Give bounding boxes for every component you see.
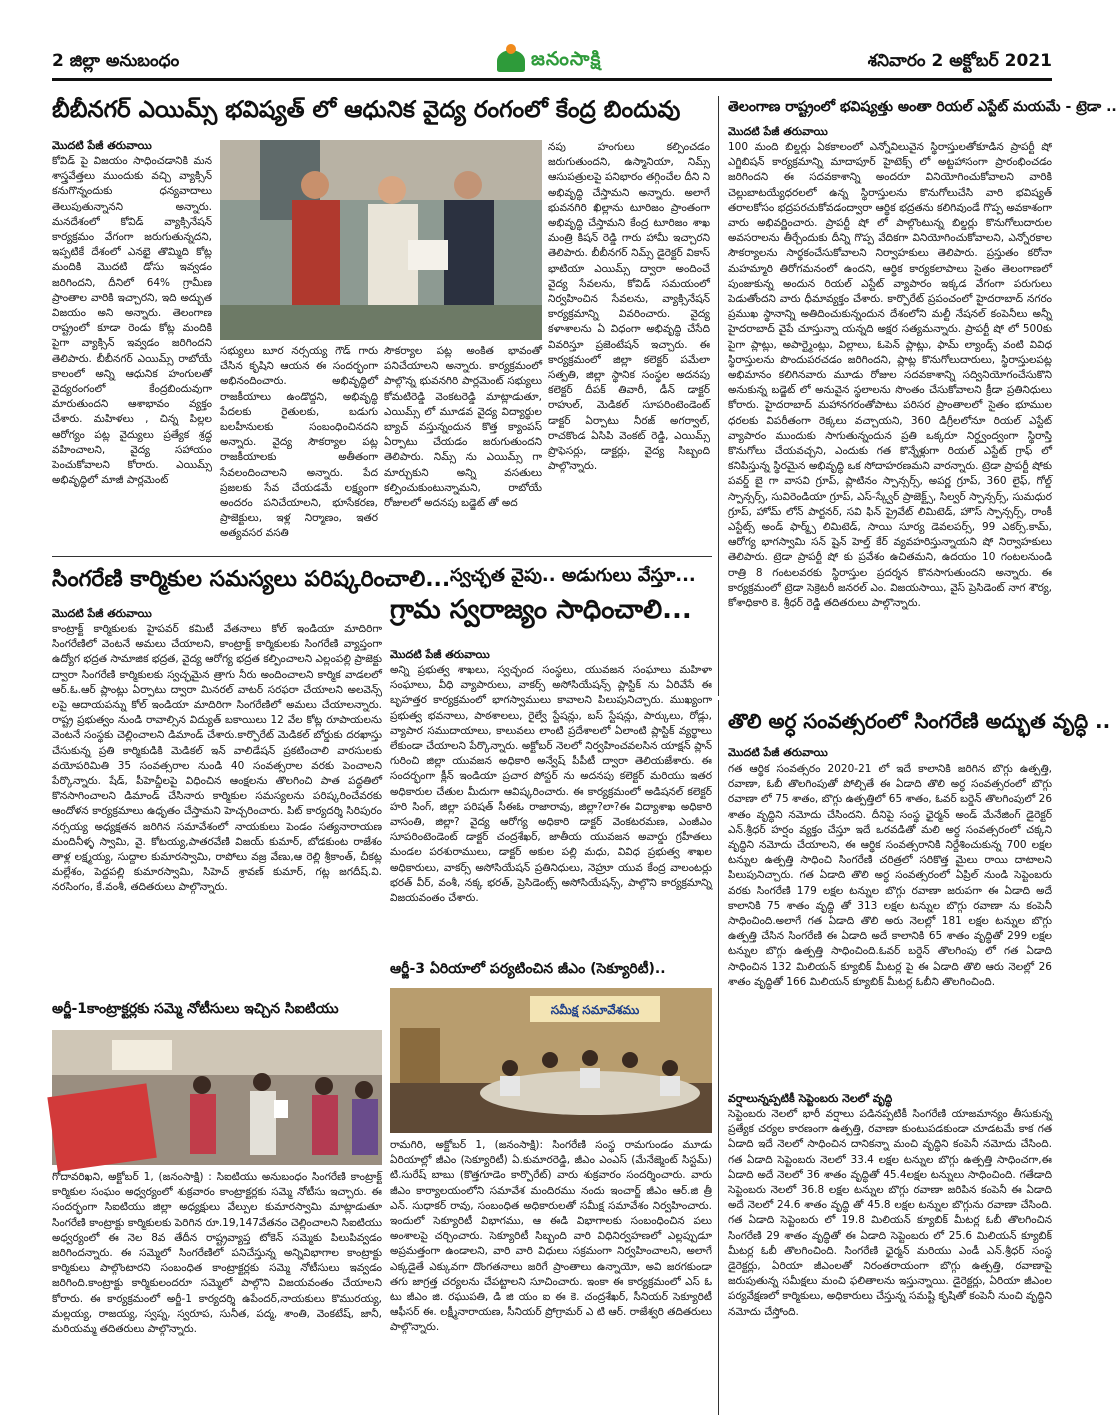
story-citu-caption: గోదావరిఖని, అక్టోబర్ 1, (జనంసాక్షి) : సిఐటియు అనుబంధం సింగరేణి కాంట్రాక్ట్ కార్మికుల సంఘం అధ్వర్యంలో శుక్రవారం కాంట్రాక్టర్లకు సమ్మె నోటీసు ఇచ్చారు. ఈ సందర్భంగా సిఐటియు జిల్లా అధ్యక్షులు వేల్పుల కుమారస్వామి మాట్లాడుతూ సింగరేణి కాంట్రాక్టు కార్మికులకు పెరిగిన రూ.19,147వేతనం చెల్లించాలని సిఐటియు అధ్వర్యంలో ఈ నెల 8వ తేదీన రాష్ట్రవ్యాప్త టోకెన్ సమ్మెకు పిలుపివ్వడం జరిగిందన్నారు. ఈ సమ్మెలో సింగరేణిలో పనిచేస్తున్న అన్నివిభాగాల కాంట్రాక్టు కార్మికులు పాల్గొంటారని సంబంధిత కాంట్రాక్టర్లకు సమ్మె నోటీసులు ఇవ్వడం జరిగింది.కాంట్రాక్టు కార్మికులందరూ సమ్మెలో పాల్గొని విజయవంతం చేయాలని కోరారు. ఈ కార్యక్రమంలో అర్జీ-1 కార్యదర్శి ఉపేందర్,నాయకులు కొమురయ్య, మల్లయ్య, రాజయ్య, స్వప్న, స్వరూప, సునీత, పద్మ, శాంతి, వెంకటేష్, జానీ, మరియమ్మ తదితరులు పాల్గొన్నారు. — [52, 1171, 382, 1336]
story-swachhata-headline: గ్రామ స్వరాజ్యం సాధించాలి... — [390, 595, 692, 625]
citu-photo — [52, 1030, 382, 1165]
story-treda-body: 100 మంది బిల్డర్లు ఏకకాలంలో ఎన్నోవిలువైన స్థిరాస్తులతోకూడిన ప్రాపర్టీ షో ఎగ్జిబిషన్ కార్యక్రమాన్ని మాదాపూర్ హైటెక్స్ లో అట్టహాసంగా ప్రారంభించడం జరిగిందని ఈ సదవకాశాన్ని అందరూ వినియోగించుకోవాలని వారికి చెల్లుబాటయ్యేధరలలో ఉన్న స్థిరాస్తులను కొనుగోలుచేసి వారి భవిష్యత్ తరాలకోసం భద్రపరచుకోవడంద్వారా ఆర్థిక భద్రతను కలిగివుండే గొప్ప అవకాశంగా వారు అభివర్ణించారు. ప్రాపర్టీ షో లో పాల్గొంటున్న బిల్డర్లు కొనుగోలుదారుల అవసరాలను తీర్చేందుకు దీన్ని గొప్ప వేదికగా వినియోగించుకోవాలని, ఎన్నోరకాల సౌకర్యాలను సార్థకంచేసుకోవాలని నిర్వాహకులు తెలిపారు. ప్రస్తుతం కరోనా మహమ్మారి తిరోగమనంలో ఉందని, ఆర్థిక కార్యకలాపాలు సైతం తెలంగాణలో పుంజుకున్న అందున రియల్ ఎస్టేట్ వ్యాపారం ఇక్కడ వేగంగా పరుగులు పెడుతోందని వారు ధీమావ్యక్తం చేశారు. కార్పొరేట్ ప్రపంచంలో హైదరాబాద్ నగరం ప్రముఖ స్థానాన్ని అతిదించుకున్నందున దేశంలోని మల్టీ నేషనల్ కంపెనీలు అన్నీ హైదరాబాద్ వైపే చూస్తున్నా యన్నది అక్షర సత్యమన్నారు. ప్రాపర్టీ షో లో 500కు పైగా ప్లాట్లు, అపార్ట్మెంట్లు, విల్లాలు, ఓపెన్ ప్లాట్లు, ఫామ్ ల్యాండ్స్ వంటి వివిధ స్థిరాస్తులను పొందుపరచడం జరిగిందని, ప్లాట్ల కొనుగోలుదారులు, స్థిరాస్తులపట్ల అభిమానం కలిగినవారు మూడు రోజుల సదవకాశాన్ని సద్వినియోగంచేసుకొని అనుకున్న బడ్జెట్ లో అనువైన స్థలాలను సొంతం చేసుకోవాలని క్రీడా ప్రతినిధులు కోరారు. హైదరాబాద్ మహానగరంతోపాటు పరిసర ప్రాంతాలలో సైతం భూముల ధరలకు విపరీతంగా రెక్కలు వచ్చాయని, 360 డిగ్రీలలోనూ రియల్ ఎస్టేట్ వ్యాపారం ముందుకు సాగుతున్నందున ప్రతి ఒక్కరూ నిర్ధ్వంద్వంగా స్థిరాస్తి కొనుగోలు చేయవచ్చని, ఎందుకు గత కొన్నేళ్లుగా రియల్ ఎస్టేట్ గ్రాఫ్ లో కనిపిస్తున్న స్థిరమైన అభివృద్ధి ఒక సోదాహరణమని వారన్నారు. ట్రెడా ప్రాపర్టీ షోకు పవర్డ్ బై గా వాసవి గ్రూప్, ప్లాటినం స్పాన్సర్స్, అపర్ణ గ్రూప్, 360 లైఫ్, గోల్డ్ స్పాన్సర్స్, సువిరెండియా గ్రూప్, ఎస్-స్క్వేర్ ప్రాజెక్ట్స్, సిల్వర్ స్పాన్సర్స్, సుమధుర గ్రూప్, హోమ్ లోన్ పార్టనర్, సవి ఫిన్ ప్రైవేట్ లిమిటెడ్, హౌస్ స్పాన్సర్స్, రాంకీ ఎస్టేట్స్ అండ్ ఫార్మ్స్ లిమిటెడ్, సాయి సూర్య డెవలపర్స్, 99 ఎకర్స్.కామ్, ఆరోగ్య భాగస్వామి సన్ షైన్ హెల్త్ కేర్ వ్యవహరిస్తున్నాయని షో నిర్వాహకులు తెలిపారు. ట్రెడా ప్రాపర్టీ షో కు ప్రవేశం ఉచితమని, ఉదయం 10 గంటలనుండి రాత్రి 8 గంటలవరకు స్థిరాస్తుల ప్రదర్శన కొనసాగుతుందని అన్నారు. ఈ కార్యక్రమంలో ట్రెడా సెక్రెటరీ జనరల్ ఎం. విజయసాయి, వైస్ ప్రెసిడెంట్ నాగ శౌర్య, కోశాధికారి కె. శ్రీధర్ రెడ్డి తదితరులు పాల్గొన్నారు. — [728, 141, 1052, 610]
story-growth-subhead: వర్షాలున్నప్పటికీ సెప్టెంబరు నెలలో వృద్ధి — [728, 1092, 893, 1105]
story-swachhata-kicker: స్వచ్ఛత వైపు.. అడుగులు వేస్తూ... — [450, 565, 696, 586]
story-growth-body2: సెప్టెంబరు నెలలో భారీ వర్షాలు పడినప్పటికీ సింగరేణి యాజమాన్యం తీసుకున్న ప్రత్యేక చర్యల కారణంగా ఉత్పత్తి, రవాణా కుంటుపడకుండా చూడటమే కాక గత ఏడాది ఇదే నెలలో సాధించిన దానికన్నా మంచి వృద్ధిని కంపెనీ నమోదు చేసింది. గత ఏడాది సెప్టెంబరు నెలలో 33.4 లక్షల టన్నుల బొగ్గు ఉత్పత్తి సాధించగా,ఈ ఏడాది అదే నెలలో 36 శాతం వృద్ధితో 45.4లక్షల టన్నులు సాధించింది. గతేడాది సెప్టెంబరు నెలలో 36.8 లక్షల టన్నుల బొగ్గు రవాణా జరిపిన కంపెనీ ఈ ఏడాది అదే నెలలో 24.6 శాతం వృద్ధి తో 45.8 లక్షల టన్నుల బొగ్గును రవాణా చేసింది. గత ఏడాది సెప్టెంబరు లో 19.8 మిలియన్ క్యూబిక్ మీటర్ల ఓబీ తొలగించిన సింగరేణి 29 శాతం వృద్ధితో ఈ ఏడాది సెప్టెంబరు లో 25.6 మిలియన్ క్యూబిక్ మీటర్ల ఓబీ తొలగించింది. సింగరేణి ఛైర్మన్ మరియు ఎండీ ఎన్.శ్రీధర్ సంస్థ డైరెక్టర్లు, ఏరియా జీఎంలతో నిరంతరాయంగా బొగ్గు ఉత్పత్తి, రవాణాపై జరుపుతున్న సమీక్షలు మంచి ఫలితాలను ఇస్తున్నాయి. డైరెక్టర్లు, ఏరియా జీఎంల పర్యవేక్షణలో కార్మికులు, అధికారులు చేస్తున్న సమష్టి కృషితో కంపెనీ నుంచి వృద్ధిని నమోదు చేస్తోంది. — [728, 1108, 1052, 1318]
security-meeting-image — [390, 988, 712, 1133]
story-growth-byline: మొదటి పేజీ తరువాయి — [728, 746, 828, 759]
story-aiims-col3a: సౌకర్యాల పట్ల అంకిత భావంతో పనిచేయాలని అన్నారు. కార్యక్రమంలో పాల్గొన్న భువనగిరి పార్లమెంట్ సభ్యులు కోమటిరెడ్డి వెంకటరెడ్డి మాట్లాడుతూ, ఎయిమ్స్ లో మూడవ వైద్య విద్యార్థుల బ్యాచ్ వస్తున్నందున కొత్త క్యాంపస్ ఏర్పాటు చేయడం జరుగుతుందని తెలిపారు. నిమ్స్ ను ఎయిమ్స్ గా మార్చుకుని అన్ని వసతులు కల్పించుకుంటున్నామని, రాబోయే రోజులలో అదనపు బడ్జెట్ తో అద — [384, 345, 542, 510]
story-singareni-headline: సింగరేణి కార్మికుల సమస్యలు పరిష్కరించాలి... — [52, 567, 451, 592]
section-divider — [52, 556, 712, 557]
story-aiims-col3b: నపు హంగులు కల్పించడం జరుగుతుందని, ఉస్మానియా, నిమ్స్ ఆసుపత్రులపై పనిభారం తగ్గించేల దీని ని అభివృద్ధి చేస్తామని అన్నారు. అలాగే భువనగిరి ఖిల్లాను టూరిజం ప్రాంతంగా అభివృద్ధి చేస్తామని కేంద్ర టూరిజం శాఖ మంత్రి కిషన్ రెడ్డి గారు హామీ ఇచ్చారని తెలిపారు. బీబీనగర్ నిమ్స్ డైరెక్టర్ వికాస్ భాటియా ఎయిమ్స్ ద్వారా అందించే వైద్య సేవలను, కోవిడ్ సమయంలో నిర్వహించిన సేవలను, వ్యాక్సినేషన్ కార్యక్రమాన్ని వివరించారు. వైద్య కళాశాలను ఏ విధంగా అభివృద్ధి చేసేది వివరిస్తూ ప్రజెంటేషన్ ఇచ్చారు. ఈ కార్యక్రమంలో జిల్లా కలెక్టర్ పమేలా సత్పతి, జిల్లా స్థానిక సంస్థల అదనపు కలెక్టర్ దీపక్ తివారీ, డీన్ డాక్టర్ రాహుల్, మెడికల్ సూపరింటెండెంట్ డాక్టర్ ఏర్పాటు నీరజ్ అగర్వాల్, రాచకొండ ఏసిపి వెంకట్ రెడ్డి, ఎయిమ్స్ ప్రొఫెసర్లు, డాక్టర్లు, వైద్య సిబ్బంది పాల్గొన్నారు. — [548, 141, 710, 473]
aiims-photo — [220, 140, 542, 340]
story-swachhata-byline: మొదటి పేజీ తరువాయి — [390, 648, 490, 661]
story-singareni-body: కాంట్రాక్ట్ కార్మికులకు హైపవర్ కమిటీ వేతనాలు కోల్ ఇండియా మాదిరిగా సింగరేణిలో వెంటనే అమలు చేయాలని, కాంట్రాక్ట్ కార్మికులకు సింగరేణి వ్యాప్తంగా ఉద్యోగ భద్రత సామాజిక భద్రత, వైద్య ఆరోగ్య భద్రత కల్పించాలని ఎల్లంపల్లి ప్రాజెక్టు ద్వారా సింగరేణి కార్మికులకు స్వచ్ఛమైన త్రాగు నీరు అందించాలని కార్మిక వాడలలో ఆర్.ఓ.ఆర్ ప్లాంట్లు ఏర్పాటు ద్వారా మినరల్ వాటర్ సరఫరా చేయాలని అలవెన్స్ లపై ఆదాయపన్ను కోల్ ఇండియా మాదిరిగా సింగరేణిలో అమలు చేయాలన్నారు. రాష్ట్ర ప్రభుత్వం నుండి రావాల్సిన విద్యుత్ బకాయిలు 12 వేల కోట్ల రూపాయలను వెంటనే సంస్థకు చెల్లించాలని డిమాండ్ చేశారు.కార్పొరేట్ మెడికల్ బోర్డుకు దరఖాస్తు చేసుకున్న ప్రతి కార్మికుడికి మెడికల్ ఇన్ వాలిడేషన్ ప్రకటించాలి వారసులకు వయోపరిమితి 35 సంవత్సరాల నుండి 40 సంవత్సరాల వరకు పెంచాలని పేర్కొన్నారు. షేడ్, పీహెచ్డీలపై విధించిన ఆంక్షలను తొలగించి పాత పద్ధతిలో కొనసాగించాలని డిమాండ్ చేసినారు కార్మికుల సమస్యలను పరిష్కరించేవరకు ఆందోళన కార్యక్రమాలు ఉధృతం చేస్తామని హెచ్చరించారు. పిట్ కార్యదర్శి సిరిపురం నర్సయ్య అధ్యక్షతన జరిగిన సమావేశంలో నాయకులు పెండం సత్యనారాయణ మందినీళ్ళ స్వామి, వై. కోటయ్య,పాతరవేణి విజయ్ కుమార్, బోడకుంట రాజేశం తాళ్ల లక్ష్మయ్య, సుద్దాల కుమారస్వామి, రాపోలు వజ్ర వేణు,ఆ రెల్లి శ్రీకాంత్, చీకట్ల మల్లేశం, పెద్దపల్లి కుమారస్వామి, సిహెచ్ శ్రావణ్ కుమార్, గట్ల జగదీష్.వి. నరసింగం, కే.వంశీ, తదితరులు పాల్గొన్నారు. — [52, 623, 382, 894]
aiims-photo-image — [220, 140, 542, 340]
masthead-text: జనంసాక్షి — [531, 47, 602, 70]
story-treda-byline: మొదటి పేజీ తరువాయి — [728, 125, 828, 138]
page-date: శనివారం 2 అక్టోబర్ 2021 — [867, 51, 1052, 71]
story-growth-body1: గత ఆర్థిక సంవత్సరం 2020-21 లో ఇదే కాలానికి జరిగిన బొగ్గు ఉత్పత్తి, రవాణా, ఓబీ తొలగింపుతో పోల్చితే ఈ ఏడాది తొలి అర్ధ సంవత్సరంలో బొగ్గు రవాణా లో 75 శాతం, బొగ్గు ఉత్పత్తిలో 65 శాతం, ఓవర్ బర్డెన్ తొలగింపులో 26 శాతం వృద్ధిని నమోదు చేసిందని. దీనిపై సంస్థ ఛైర్మన్ అండ్ మేనేజింగ్ డైరెక్టర్ ఎన్.శ్రీధర్ హర్షం వ్యక్తం చేస్తూ ఇదే ఒరవడితో మలి అర్ధ సంవత్సరంలో చక్కని వృద్ధిని నమోదు చేయాలని, ఈ ఆర్థిక సంవత్సరానికి నిర్దేశించుకున్న 700 లక్షల టన్నుల ఉత్పత్తి సాధించి సింగరేణి చరిత్రలో సరికొత్త మైలు రాయి దాటాలని పిలుపునిచ్చారు. గత ఏడాది తొలి అర్ధ సంవత్సరంలో ఏప్రిల్ నుండి సెప్టెంబరు వరకు సింగరేణి 179 లక్షల టన్నుల బొగ్గు రవాణా జరుపగా ఈ ఏడాది అదే కాలానికి 75 శాతం వృద్ధి తో 313 లక్షల టన్నుల బొగ్గు రవాణా ను కంపెనీ సాధించింది.అలాగే గత ఏడాది తొలి అరు నెలల్లో 181 లక్షల టన్నుల బొగ్గు ఉత్పత్తి చేసిన సింగరేణి ఈ ఏడాది అదే కాలానికి 65 శాతం వృద్ధితో 299 లక్షల టన్నుల బొగ్గు ఉత్పత్తి సాధించింది.ఓవర్ బర్డెన్ తొలగింపు లో గత ఏడాది సాధించిన 132 మిలియన్ క్యూబిక్ మీటర్ల పై ఈ ఏడాది తొలి ఆరు నెలల్లో 26 శాతం వృద్ధితో 166 మిలియన్ క్యూబిక్ మీటర్ల ఓబీని తొలగించింది. — [728, 763, 1052, 988]
hand-logo-icon — [497, 50, 525, 72]
story-security-caption: రామగిరి, అక్టోబర్ 1, (జనంసాక్షి): సింగరేణి సంస్థ రామగుండం మూడు ఏరియాల్లో జీఎం (సెక్యూరిటీ) ఏ.కుమారరెడ్డి, జీఎం ఎంఎస్ (మేనేజ్మెంట్ సిస్టమ్) టి.సురేష్ బాబు (కొత్తగూడెం కార్పొరేట్) వారు శుక్రవారం సందర్శించారు. వారు జీఎం కార్యాలయంలోని సమావేశ మందిరము నందు ఇంచార్జ్ జీఎం ఆర్.జి త్రీ ఎన్. సుధాకర్ రావు, సంబంధిత అధికారులతో సమీక్ష సమావేశం నిర్వహించారు. ఇందులో సెక్యూరిటీ విభాగము, ఆ ఈడి విభాగాలకు సంబంధించిన పలు అంశాలపై చర్చించారు. సెక్యూరిటీ సిబ్బంది వారి విధినిర్వహణలో ఎల్లప్పుడూ అప్రమత్తంగా ఉండాలని, వారి వారి విధులు సక్రమంగా నిర్వహించాలని, అలాగే ఎక్కడైతే ఎక్కువగా దొంగతనాలు జరిగే ప్రాంతాలు ఉన్నాయో, అవి జరగకుండా తగు జాగ్రత్త చర్యలను చేపట్టాలని సూచించారు. ఇంకా ఈ కార్యక్రమంలో ఎస్ ఓ టు జీఎం జి. రఘుపతి, డి జి యం ఐ ఈ కె. చంద్రశేఖర్, సీనియర్ సెక్యూరిటీ ఆఫీసర్ ఈ. లక్ష్మీనారాయణ, సీనియర్ ప్రోగ్రామర్ ఎ టి ఆర్. రాజేశ్వరి తదితరులు పాల్గొన్నారు. — [390, 1139, 712, 1334]
citu-photo-image — [52, 1030, 382, 1165]
story-security-headline: ఆర్జీ-3 ఏరియాలో పర్యటించిన జీఎం (సెక్యూరిటీ).. — [390, 961, 666, 977]
story-swachhata-body: అన్ని ప్రభుత్వ శాఖలు, స్వచ్ఛంద సంస్థలు, యువజన సంఘాలు మహిళా సంఘాలు, వీధి వ్యాపారులు, వాకర్స్ అసోసియేషన్స్ ప్లాస్టిక్ ను ఏరివేసే ఈ బృహత్తర కార్యక్రమంలో భాగస్వాములు కావాలని పిలుపునిచ్చారు. ముఖ్యంగా ప్రభుత్వ భవనాలు, పాఠశాలలు, రైల్వే స్టేషన్లు, బస్ స్టేషన్లు, పార్కులు, రోడ్లు, వ్యాపార సముదాయాలు, కాలువలు లాంటి ప్రదేశాలలో ఏలాంటి ప్లాస్టిక్ వ్యర్థాలు లేకుండా చేయాలని పేర్కొన్నారు. అక్టోబర్ నెలలో నిర్వహించవలసిన యాక్షన్ ప్లాన్ గురించి జిల్లా యువజన అధికారి అన్వేష్ పీపీటీ ద్వారా తెలియజేశారు. ఈ సందర్భంగా క్లీన్ ఇండియా ప్రచార పోస్టర్ ను అదనపు కలెక్టర్ మరియు ఇతర అధికారుల చేతుల మీదుగా ఆవిష్కరించారు. ఈ కార్యక్రమంలో అడిషనల్ కలెక్టర్ హరి సింగ్, జిల్లా పరిషత్ సీఈఓ రాజారావు, జిల్లా?లా?ఈ విద్యాశాఖ అధికారి వాసంతి, జిల్లా? వైద్య ఆరోగ్య అధికారి డాక్టర్ వెంకటరమణ, ఎంజీఎం సూపరింటెండెంట్ డాక్టర్ చంద్రశేఖర్, జాతీయ యువజన అవార్డు గ్రహీతలు మండల పరశురాములు, డాక్టర్ అకుల పల్లి మధు, వివిధ ప్రభుత్వ శాఖల అధికారులు, వాకర్స్ అసోసియేషన్ ప్రతినిధులు, నెహ్రూ యువ కేంద్ర వాలంటర్లు భరత్ వీర్, వంశీ, నక్క భరత్, ప్రెసిడెంట్స్ అసోసియేషన్స్, పాల్గొని కార్యక్రమాన్ని విజయవంతం చేశారు. — [390, 664, 712, 905]
story-aiims-col1: కోవిడ్ పై విజయం సాధించడానికి మన శాస్త్రవేత్తలు ముందుకు వచ్చి వ్యాక్సిన్ కనుగొన్నందుకు ధన్యవాదాలు తెలుపుతున్నానని అన్నారు. మనదేశంలో కోవిడ్ వ్యాక్సినేషన్ కార్యక్రమం వేగంగా జరుగుతున్నదని, ఇప్పటికే దేశంలో ఎనభై తొమ్మిది కోట్ల మందికి మొదటి డోసు ఇవ్వడం జరిగిందని, దీనిలో 64% గ్రామీణ ప్రాంతాల వారికి ఇచ్చారని, ఇది అద్భుత విజయం అని అన్నారు. తెలంగాణ రాష్ట్రంలో కూడా రెండు కోట్ల మందికి పైగా వ్యాక్సిన్ ఇవ్వడం జరిగిందని తెలిపారు. బీబీనగర్ ఎయిమ్స్ రాబోయే కాలంలో అన్ని ఆధునిక హంగులతో వైద్యరంగంలో కేంద్రబిందువుగా మారుతుందని ఆశాభావం వ్యక్తం చేశారు. మహిళలు , చిన్న పిల్లల ఆరోగ్యం పట్ల వైద్యులు ప్రత్యేక శ్రద్ధ వహించాలని, వైద్య సహాయం పెంచుకోవాలని కోరారు. ఎయిమ్స్ అభివృద్ధిలో మాజీ పార్లమెంట్ — [52, 155, 212, 487]
story-aiims-byline: మొదటి పేజీ తరువాయి — [52, 139, 152, 152]
story-citu-headline: అర్జీ-1కాంట్రాక్టర్లకు సమ్మె నోటీసులు ఇచ్చిన సిఐటియు — [52, 1001, 339, 1017]
column-divider-lower — [718, 700, 719, 1415]
story-growth-headline: తొలి అర్ధ సంవత్సరంలో సింగరేణి అద్భుత వృద్ధి .. — [728, 709, 1111, 733]
story-aiims-col2: సభ్యులు బూర నర్సయ్య గౌడ్ గారు చేసిన కృషిని ఆయన ఈ సందర్భంగా అభినందించారు. అభివృద్ధిలో రాజకీయాలు ఉండొద్దని, అభివృద్ధి పేదలకు రైతులకు, బడుగు బలహీనులకు సంబంధించినదని అన్నారు. వైద్య సౌకర్యాల పట్ల రాజకీయాలకు అతీతంగా సేవలందించాలని అన్నారు. పేద ప్రజలకు సేవ చేయడమే లక్ష్యంగా అందరం పనిచేయాలని, భూసేకరణ, ప్రాజెక్టులు, ఇళ్ల నిర్మాణం, ఇతర అత్యవసర వసతి — [220, 345, 378, 540]
masthead-logo — [497, 48, 601, 74]
security-meeting-photo — [390, 988, 712, 1133]
column-divider — [718, 96, 719, 696]
page-header — [52, 48, 1052, 81]
story-treda-headline: తెలంగాణ రాష్ట్రంలో భవిష్యత్తు అంతా రియల్ ఎస్టేట్ మయమే - ట్రెడా .. — [728, 99, 1117, 115]
story-aiims-headline: బీబీనగర్ ఎయిమ్స్ భవిష్యత్ లో ఆధునిక వైద్య రంగంలో కేంద్ర బిందువు — [52, 97, 681, 123]
meeting-banner-text: సమీక్ష సమావేశము — [550, 1003, 640, 1017]
page-label: 2 జిల్లా అనుబంధం — [52, 51, 180, 71]
story-singareni-byline: మొదటి పేజీ తరువాయి — [52, 607, 152, 620]
